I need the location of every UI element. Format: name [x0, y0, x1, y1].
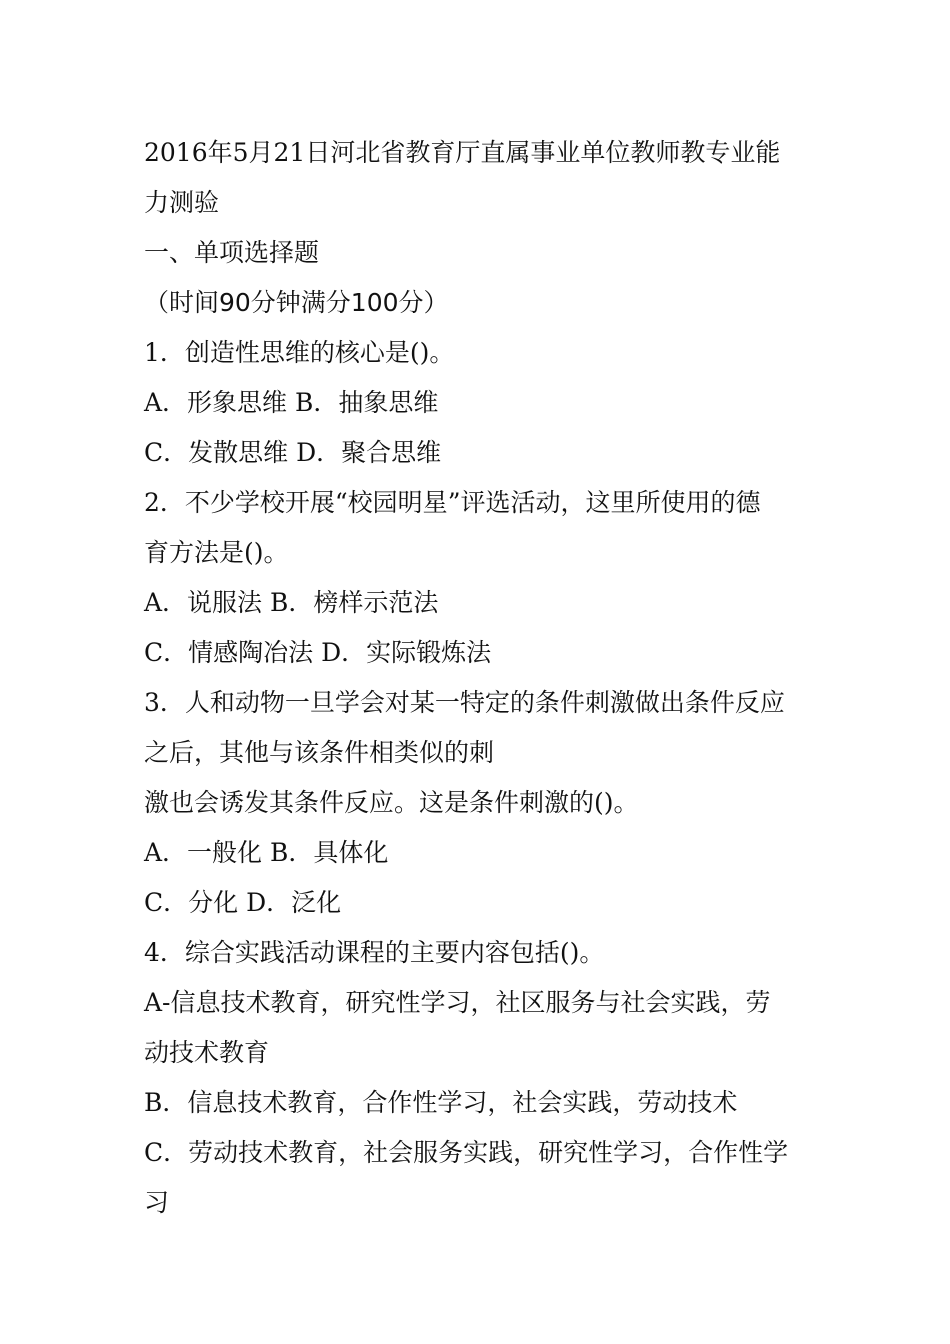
question-4-option-c-line-1: C．劳动技术教育，社会服务实践，研究性学习，合作性学	[144, 1138, 789, 1167]
section-heading: 一、单项选择题	[144, 238, 320, 267]
question-4-stem: 4．综合实践活动课程的主要内容包括()。	[144, 938, 605, 967]
document-title-line-2: 力测验	[144, 188, 220, 217]
document-page	[144, 128, 824, 1228]
question-3-options-cd: C．分化 D．泛化	[144, 888, 342, 917]
question-1-stem: 1．创造性思维的核心是()。	[144, 338, 455, 367]
time-note: （时间90分钟满分100分）	[144, 288, 449, 317]
question-4-option-b: B．信息技术教育，合作性学习，社会实践，劳动技术	[144, 1088, 738, 1117]
document-title-line-1: 2016年5月21日河北省教育厅直属事业单位教师教专业能	[144, 138, 781, 167]
question-2-stem-line-2: 育方法是()。	[144, 538, 289, 567]
question-4-option-a-line-1: A-信息技术教育，研究性学习，社区服务与社会实践，劳	[144, 988, 771, 1017]
question-4-option-c-line-2: 习	[144, 1188, 170, 1217]
question-3-stem-line-3: 激也会诱发其条件反应。这是条件刺激的()。	[144, 788, 639, 817]
question-4-option-a-line-2: 动技术教育	[144, 1038, 270, 1067]
question-1-options-ab: A．形象思维 B．抽象思维	[144, 388, 439, 417]
question-1-options-cd: C．发散思维 D．聚合思维	[144, 438, 442, 467]
question-2-options-cd: C．情感陶冶法 D．实际锻炼法	[144, 638, 492, 667]
question-2-stem-line-1: 2．不少学校开展“校园明星”评选活动，这里所使用的德	[144, 488, 761, 517]
question-3-stem-line-1: 3．人和动物一旦学会对某一特定的条件刺激做出条件反应	[144, 688, 785, 717]
question-3-stem-line-2: 之后，其他与该条件相类似的刺	[144, 738, 495, 767]
question-2-options-ab: A．说服法 B．榜样示范法	[144, 588, 439, 617]
question-3-options-ab: A．一般化 B．具体化	[144, 838, 389, 867]
